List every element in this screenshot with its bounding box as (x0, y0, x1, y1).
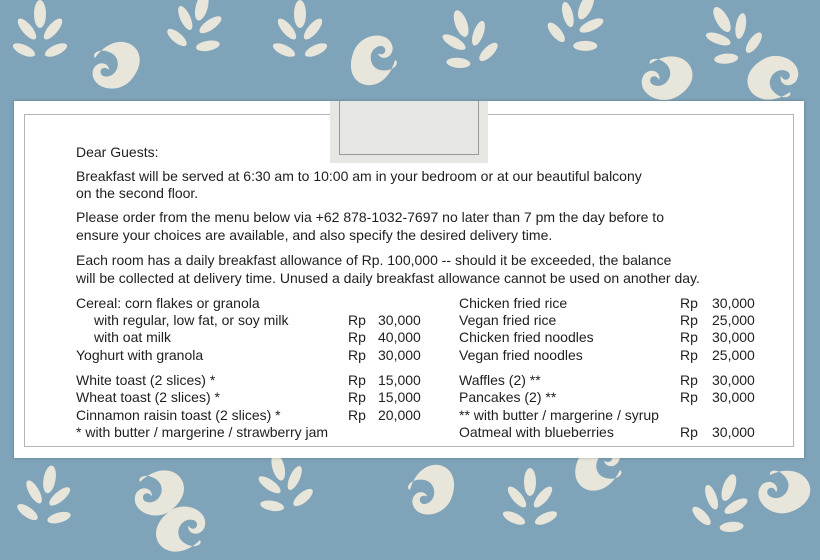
menu-item-price: 30,000 (712, 372, 755, 388)
menu-item-currency: Rp (680, 347, 698, 363)
menu-item-name: White toast (2 slices) * (76, 372, 216, 388)
menu-item-currency: Rp (680, 329, 698, 345)
menu-item-name: Yoghurt with granola (76, 347, 204, 363)
intro-paragraph-2-line-2: ensure your choices are available, and also specify the desired delivery time. (76, 227, 553, 243)
menu-item-currency: Rp (348, 407, 366, 423)
menu-item-currency: Rp (680, 312, 698, 328)
menu-item-currency: Rp (680, 424, 698, 440)
menu-item-currency: Rp (680, 295, 698, 311)
intro-paragraph-3-line-1: Each room has a daily breakfast allowance of Rp. 100,000 -- should it be exceeded, the balance (76, 252, 672, 268)
menu-item-price: 30,000 (712, 389, 755, 405)
menu-item-name: with oat milk (94, 329, 172, 345)
menu-item-name: Chicken fried rice (459, 295, 568, 311)
breakfast-menu-card (14, 101, 804, 458)
card-top-tab (330, 101, 488, 163)
menu-item-currency: Rp (348, 389, 366, 405)
menu-item-price: 15,000 (378, 389, 421, 405)
menu-item-price: 20,000 (378, 407, 421, 423)
menu-item-currency: Rp (348, 312, 366, 328)
menu-item-name: with regular, low fat, or soy milk (94, 312, 289, 328)
menu-item-currency: Rp (348, 347, 366, 363)
menu-item-currency: Rp (680, 389, 698, 405)
menu-item-currency: Rp (348, 329, 366, 345)
menu-item-price: 30,000 (378, 347, 421, 363)
menu-item-name: Vegan fried noodles (459, 347, 583, 363)
menu-item-currency: Rp (348, 372, 366, 388)
menu-item-name: Oatmeal with blueberries (459, 424, 614, 440)
menu-footnote: ** with butter / margerine / syrup (459, 407, 659, 423)
card-tab-inner-border (339, 101, 479, 155)
menu-item-currency: Rp (680, 372, 698, 388)
menu-item-name: Pancakes (2) ** (459, 389, 557, 405)
menu-item-price: 30,000 (712, 424, 755, 440)
menu-item-price: 25,000 (712, 312, 755, 328)
menu-item-price: 15,000 (378, 372, 421, 388)
intro-paragraph-2-line-1: Please order from the menu below via +62 878-1032-7697 no later than 7 pm the day before to (76, 209, 664, 225)
menu-item-price: 40,000 (378, 329, 421, 345)
greeting: Dear Guests: (76, 144, 159, 160)
menu-item-price: 25,000 (712, 347, 755, 363)
menu-footnote: * with butter / margerine / strawberry jam (76, 424, 329, 440)
menu-item-name: Cinnamon raisin toast (2 slices) * (76, 407, 281, 423)
menu-item-name: Vegan fried rice (459, 312, 557, 328)
intro-paragraph-1-line-1: Breakfast will be served at 6:30 am to 10:00 am in your bedroom or at our beautiful balcony (76, 168, 642, 184)
intro-paragraph-1-line-2: on the second floor. (76, 185, 199, 201)
menu-item-price: 30,000 (712, 329, 755, 345)
menu-item-name: Chicken fried noodles (459, 329, 594, 345)
menu-item-name: Waffles (2) ** (459, 372, 541, 388)
menu-item-price: 30,000 (378, 312, 421, 328)
menu-item-name: Wheat toast (2 slices) * (76, 389, 220, 405)
menu-item-price: 30,000 (712, 295, 755, 311)
intro-paragraph-3-line-2: will be collected at delivery time. Unused a daily breakfast allowance cannot be used on another day. (76, 270, 700, 286)
menu-item-name: Cereal: corn flakes or granola (76, 295, 260, 311)
